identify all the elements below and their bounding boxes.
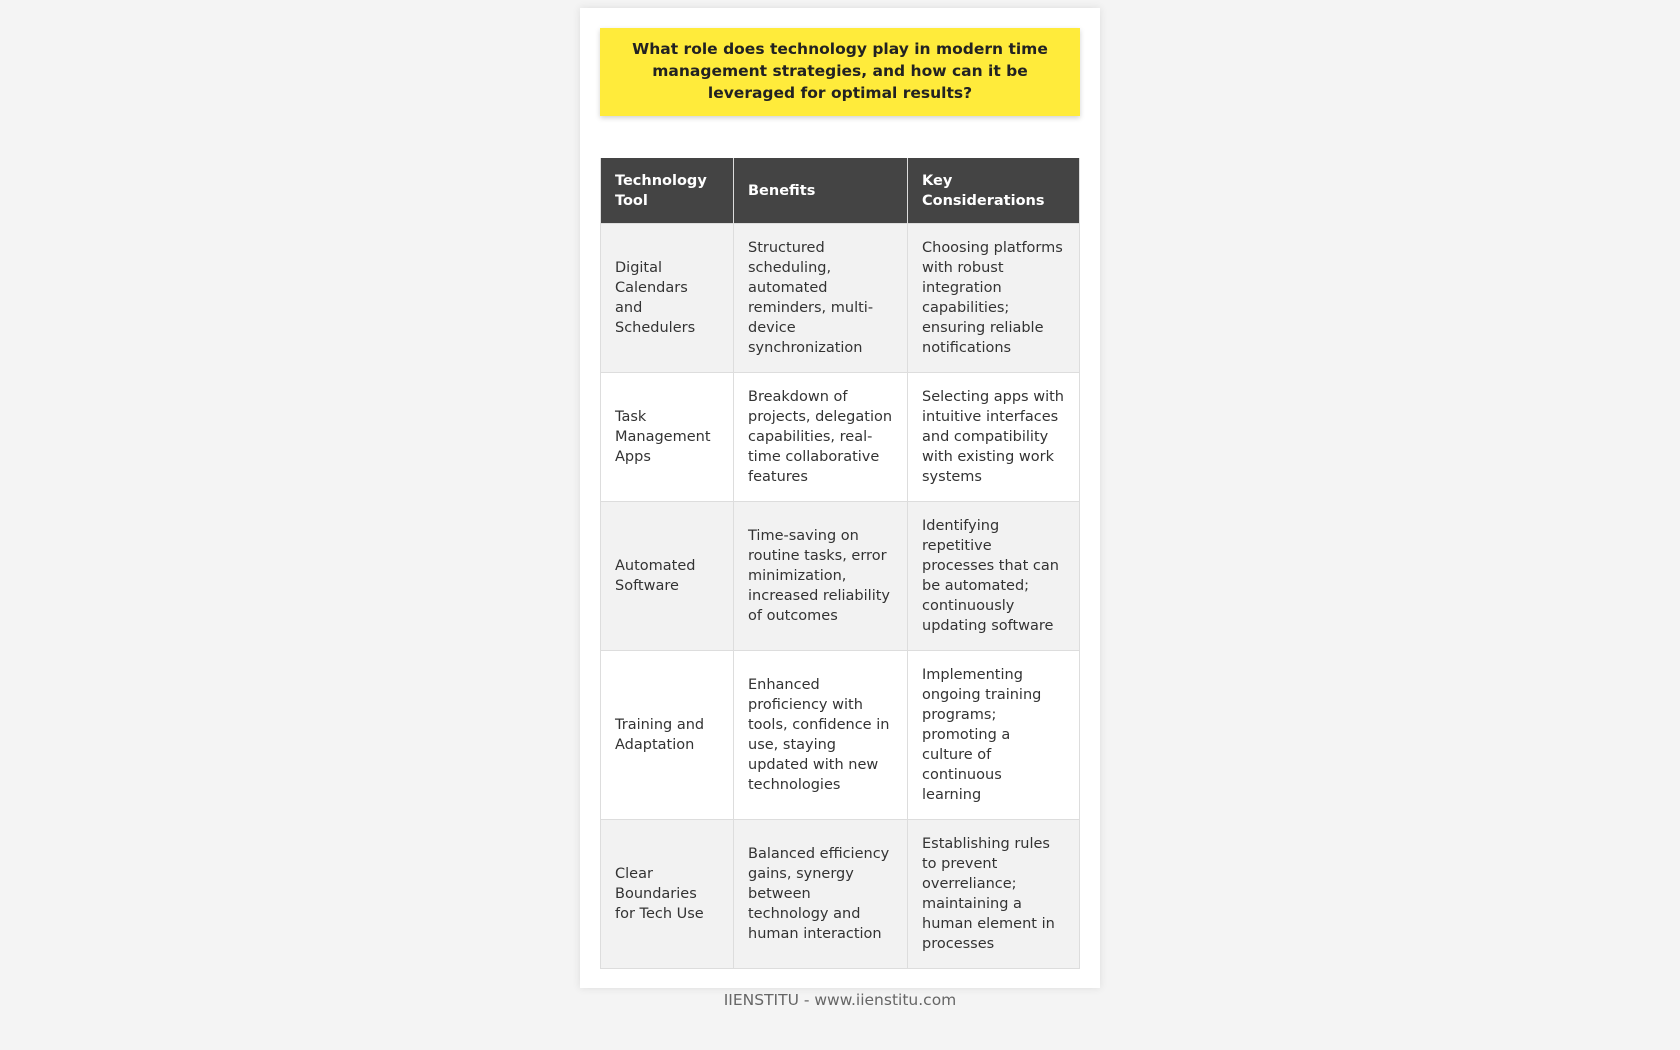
cell-benefits: Structured scheduling, automated reminders, multi-device synchronization: [734, 224, 908, 373]
cell-considerations: Selecting apps with intuitive interfaces and compatibility with existing work systems: [908, 373, 1080, 502]
cell-considerations: Establishing rules to prevent overreliance; maintaining a human element in processes: [908, 820, 1080, 969]
table-header-row: [601, 158, 1080, 224]
technology-table: [600, 158, 1080, 969]
cell-benefits: Breakdown of projects, delegation capabilities, real-time collaborative features: [734, 373, 908, 502]
header-key-considerations: Key Considerations: [908, 158, 1080, 224]
header-benefits: Benefits: [734, 158, 908, 224]
cell-tool: Task Management Apps: [601, 373, 734, 502]
question-heading: What role does technology play in modern time management strategies, and how can it be leveraged for optimal results?: [600, 28, 1080, 116]
cell-considerations: Choosing platforms with robust integration capabilities; ensuring reliable notifications: [908, 224, 1080, 373]
footer-credit: IIENSTITU - www.iienstitu.com: [723, 991, 957, 1009]
cell-considerations: Identifying repetitive processes that can be automated; continuously updating software: [908, 502, 1080, 651]
header-technology-tool: Technology Tool: [601, 158, 734, 224]
cell-benefits: Enhanced proficiency with tools, confidence in use, staying updated with new technologies: [734, 651, 908, 820]
table-row: [601, 224, 1080, 373]
content-card: [580, 8, 1100, 1009]
cell-tool: Clear Boundaries for Tech Use: [601, 820, 734, 969]
table-row: [601, 820, 1080, 969]
cell-tool: Training and Adaptation: [601, 651, 734, 820]
table-row: [601, 373, 1080, 502]
cell-considerations: Implementing ongoing training programs; promoting a culture of continuous learning: [908, 651, 1080, 820]
cell-benefits: Balanced efficiency gains, synergy between technology and human interaction: [734, 820, 908, 969]
table-row: [601, 502, 1080, 651]
cell-tool: Automated Software: [601, 502, 734, 651]
table-row: [601, 651, 1080, 820]
cell-benefits: Time-saving on routine tasks, error minimization, increased reliability of outcomes: [734, 502, 908, 651]
cell-tool: Digital Calendars and Schedulers: [601, 224, 734, 373]
